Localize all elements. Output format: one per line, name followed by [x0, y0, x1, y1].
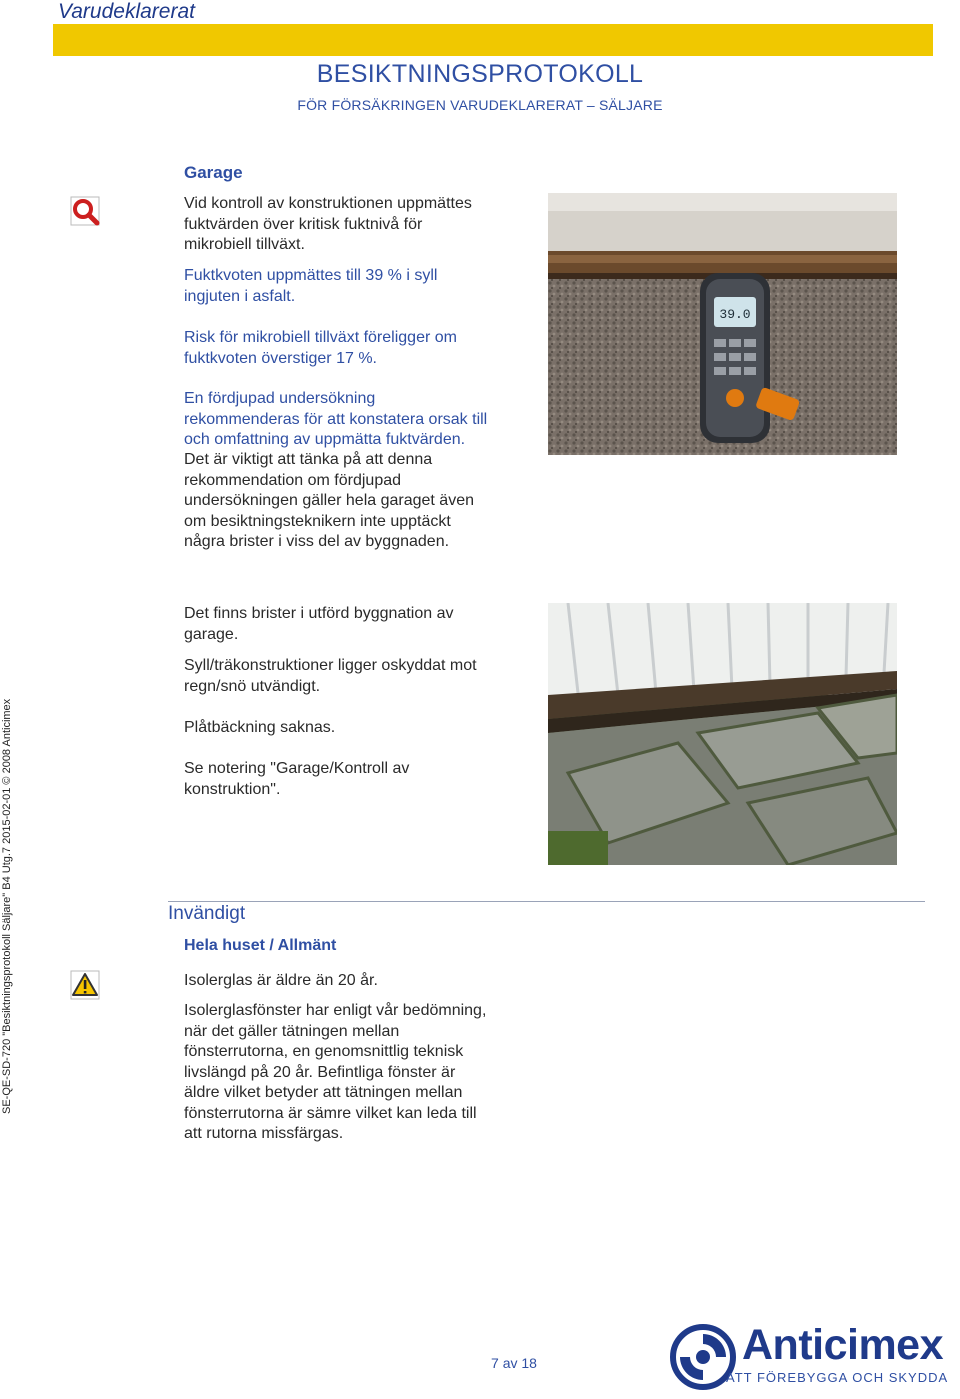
section-heading-garage: Garage — [184, 163, 243, 182]
warning-icon — [70, 970, 100, 1000]
invandigt-paragraph-2: Isolerglasfönster har enligt vår bedömning, när det gäller tätningen mellan fönsterrutorna, en genomsnittlig teknisk livslängd på 20 år. Befintliga fönster är äldre vilket betyder att tätningen mellan fönsterrutorna är sämre vilket kan leda till att rutorna missfärgas. — [184, 1002, 487, 1142]
document-reference: SE-QE-SD-720 "Besiktningsprotokoll Säljare" B4 Utg.7 2015-02-01 © 2008 Anticimex — [1, 698, 13, 1114]
brand-name: Varudeklarerat — [58, 0, 195, 23]
garage-paragraph-4: En fördjupad undersökning rekommenderas för att konstatera orsak till och omfattning av uppmätta fuktvärden. — [184, 390, 488, 448]
garage-paragraph-1: Vid kontroll av konstruktionen uppmättes fuktvärden över kritisk fuktnivå för mikrobiell tillväxt. — [184, 195, 472, 253]
logo-tagline: ATT FÖREBYGGA OCH SKYDDA — [726, 1370, 949, 1385]
page-title: BESIKTNINGSPROTOKOLL — [316, 60, 644, 88]
garage-paragraph-2: Fuktkvoten uppmättes till 39 % i syll ingjuten i asfalt. — [184, 267, 438, 305]
page-number: 7 av 18 — [491, 1355, 537, 1371]
garage-defect-4: Se notering "Garage/Kontroll av konstruktion". — [184, 760, 410, 798]
invandigt-paragraph-1: Isolerglas är äldre än 20 år. — [184, 972, 378, 989]
section-divider — [168, 901, 925, 902]
garage-paragraph-5: Det är viktigt att tänka på att denna rekommendation om fördjupad undersökningen gäller hela garaget även om besiktningsteknikern inte upptäckt några brister i viss del av byggnaden. — [184, 451, 474, 550]
garage-defect-1: Det finns brister i utförd byggnation av garage. — [184, 605, 454, 643]
garage-defect-2: Syll/träkonstruktioner ligger oskyddat mot regn/snö utvändigt. — [184, 657, 477, 695]
section-heading-invandigt: Invändigt — [168, 903, 246, 924]
moisture-meter-photo — [548, 193, 897, 455]
meter-reading: 39.0 — [719, 307, 751, 322]
magnifier-icon — [70, 196, 100, 226]
garage-base-photo — [548, 603, 897, 865]
logo-wordmark: Anticimex — [742, 1321, 944, 1369]
header-bar — [53, 24, 933, 56]
subsection-heading: Hela huset / Allmänt — [184, 937, 337, 954]
page-subtitle: FÖR FÖRSÄKRINGEN VARUDEKLARERAT – SÄLJARE — [297, 97, 663, 113]
garage-paragraph-3: Risk för mikrobiell tillväxt föreligger om fuktkvoten överstiger 17 %. — [184, 329, 457, 367]
garage-defect-3: Plåtbäckning saknas. — [184, 719, 336, 736]
